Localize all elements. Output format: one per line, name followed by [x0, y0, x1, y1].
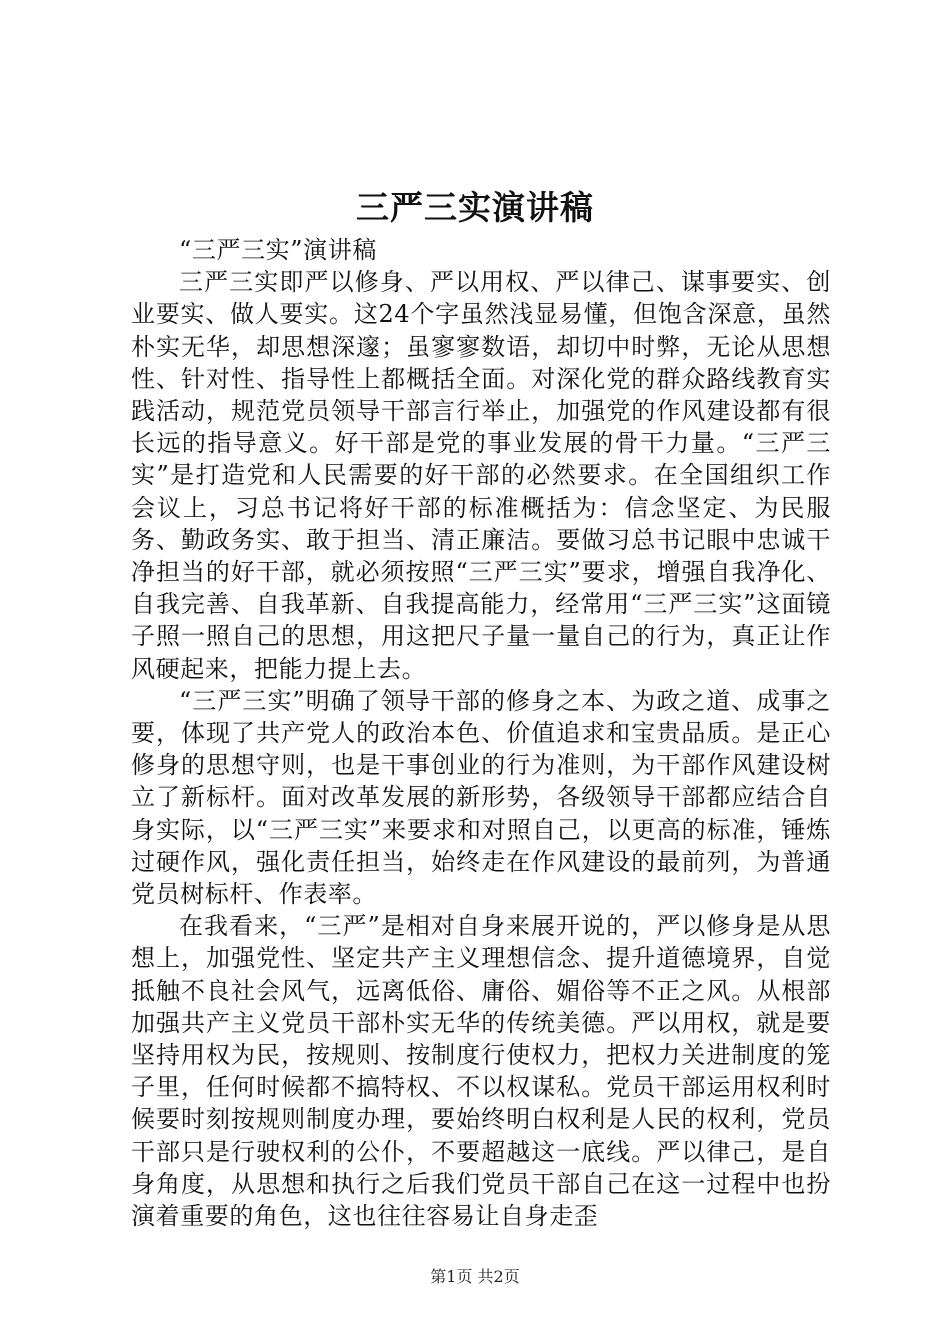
- document-title: 三严三实演讲稿: [356, 188, 594, 227]
- body-paragraph-3: 在我看来，“三严”是相对自身来展开说的，严以修身是从思想上，加强党性、坚定共产主义理想信念、提升道德境界，自觉抵触不良社会风气，远离低俗、庸俗、媚俗等不正之风。从根部加强共产主义党员干部朴实无华的传统美德。严以用权，就是要坚持用权为民，按规则、按制度行使权力，把权力关进制度的笼子里，任何时候都不搞特权、不以权谋私。党员干部运用权利时候要时刻按规则制度办理，要始终明白权利是人民的权利，党员干部只是行驶权利的公仆，不要超越这一底线。严以律己，是自身角度，从思想和执行之后我们党员干部自己在这一过程中也扮演着重要的角色，这也往往容易让自身走歪: [131, 912, 831, 1231]
- page-footer: 第1页 共2页: [430, 1267, 520, 1286]
- document-body: [131, 234, 831, 1232]
- body-paragraph-1: 三严三实即严以修身、严以用权、严以律己、谋事要实、创业要实、做人要实。这24个字虽然浅显易懂，但饱含深意，虽然朴实无华，却思想深邃；虽寥寥数语，却切中时弊，无论从思想性、针对性、指导性上都概括全面。对深化党的群众路线教育实践活动，规范党员领导干部言行举止，加强党的作风建设都有很长远的指导意义。好干部是党的事业发展的骨干力量。“三严三实”是打造党和人民需要的好干部的必然要求。在全国组织工作会议上，习总书记将好干部的标准概括为：信念坚定、为民服务、勤政务实、敢于担当、清正廉洁。要做习总书记眼中忠诚干净担当的好干部，就必须按照“三严三实”要求，增强自我净化、自我完善、自我革新、自我提高能力，经常用“三严三实”这面镜子照一照自己的思想，用这把尺子量一量自己的行为，真正让作风硬起来，把能力提上去。: [131, 268, 831, 683]
- body-paragraph-2: “三严三实”明确了领导干部的修身之本、为政之道、成事之要，体现了共产党人的政治本色、价值追求和宝贵品质。是正心修身的思想守则，也是干事创业的行为准则，为干部作风建设树立了新标杆。面对改革发展的新形势，各级领导干部都应结合自身实际，以“三严三实”来要求和对照自己，以更高的标准，锤炼过硬作风，强化责任担当，始终走在作风建设的最前列，为普通党员树标杆、作表率。: [131, 686, 831, 909]
- document-subtitle-paragraph: “三严三实”演讲稿: [179, 236, 377, 264]
